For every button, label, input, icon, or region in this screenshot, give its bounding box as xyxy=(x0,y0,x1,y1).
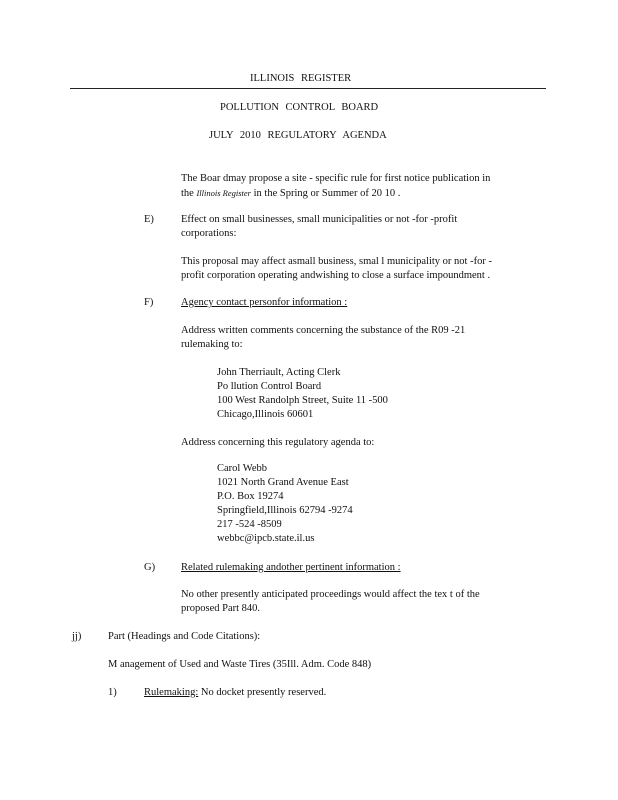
intro-line-2-post: in the Spring or Summer of 20 10 . xyxy=(253,188,401,199)
item-1-text xyxy=(144,686,326,700)
publication-name: Illinois Register xyxy=(196,188,251,198)
section-e-body-1: This proposal may affect asmall business, smal l municipality or not -for - xyxy=(181,256,492,267)
clerk-name: John Therriault, Acting Clerk xyxy=(217,367,341,378)
section-jj-heading: Part (Headings and Code Citations): xyxy=(108,631,261,642)
intro-line-2-pre: the xyxy=(181,188,194,199)
section-g-marker: G) xyxy=(144,562,156,573)
contact-phone: 217 -524 -8509 xyxy=(217,519,282,530)
section-f-marker: F) xyxy=(144,297,154,308)
agenda-title: JULY 2010 REGULATORY AGENDA xyxy=(209,130,387,141)
rulemaking-status: No docket presently reserved. xyxy=(200,687,327,698)
clerk-city: Chicago,Illinois 60601 xyxy=(217,409,314,420)
address-intro-2: rulemaking to: xyxy=(181,339,243,350)
contact-email[interactable]: webbc@ipcb.state.il.us xyxy=(217,533,315,544)
section-e-heading-1: Effect on small businesses, small municipalities or not -for -profit xyxy=(181,214,458,225)
contact-street: 1021 North Grand Avenue East xyxy=(217,477,349,488)
address-intro-1: Address written comments concerning the substance of the R09 -21 xyxy=(181,325,466,336)
contact-name: Carol Webb xyxy=(217,463,267,474)
item-1-marker: 1) xyxy=(108,687,117,698)
section-jj-marker: jj) xyxy=(72,631,82,642)
clerk-org: Po llution Control Board xyxy=(217,381,322,392)
part-title: M anagement of Used and Waste Tires (35Ill. Adm. Code 848) xyxy=(108,659,372,670)
contact-po-box: P.O. Box 19274 xyxy=(217,491,284,502)
register-title: ILLINOIS REGISTER xyxy=(250,73,352,84)
section-g-body-2: proposed Part 840. xyxy=(181,603,261,614)
section-e-body-2: profit corporation operating andwishing to close a surface impoundment . xyxy=(181,270,491,281)
agenda-contact-intro: Address concerning this regulatory agenda to: xyxy=(181,437,375,448)
section-e-heading-2: corporations: xyxy=(181,228,237,239)
section-g-heading: Related rulemaking andother pertinent information : xyxy=(181,562,401,573)
section-g-body-1: No other presently anticipated proceedings would affect the tex t of the xyxy=(181,589,480,600)
clerk-street: 100 West Randolph Street, Suite 11 -500 xyxy=(217,395,388,406)
contact-city: Springfield,Illinois 62794 -9274 xyxy=(217,505,353,516)
intro-line-1: The Boar dmay propose a site - specific rule for first notice publication in xyxy=(181,173,491,184)
section-f-heading: Agency contact personfor information : xyxy=(181,297,348,308)
section-e-marker: E) xyxy=(144,214,154,225)
rulemaking-label: Rulemaking: xyxy=(144,687,199,698)
intro-line-2 xyxy=(181,186,400,201)
agency-name: POLLUTION CONTROL BOARD xyxy=(220,102,379,113)
header-divider xyxy=(70,88,546,89)
